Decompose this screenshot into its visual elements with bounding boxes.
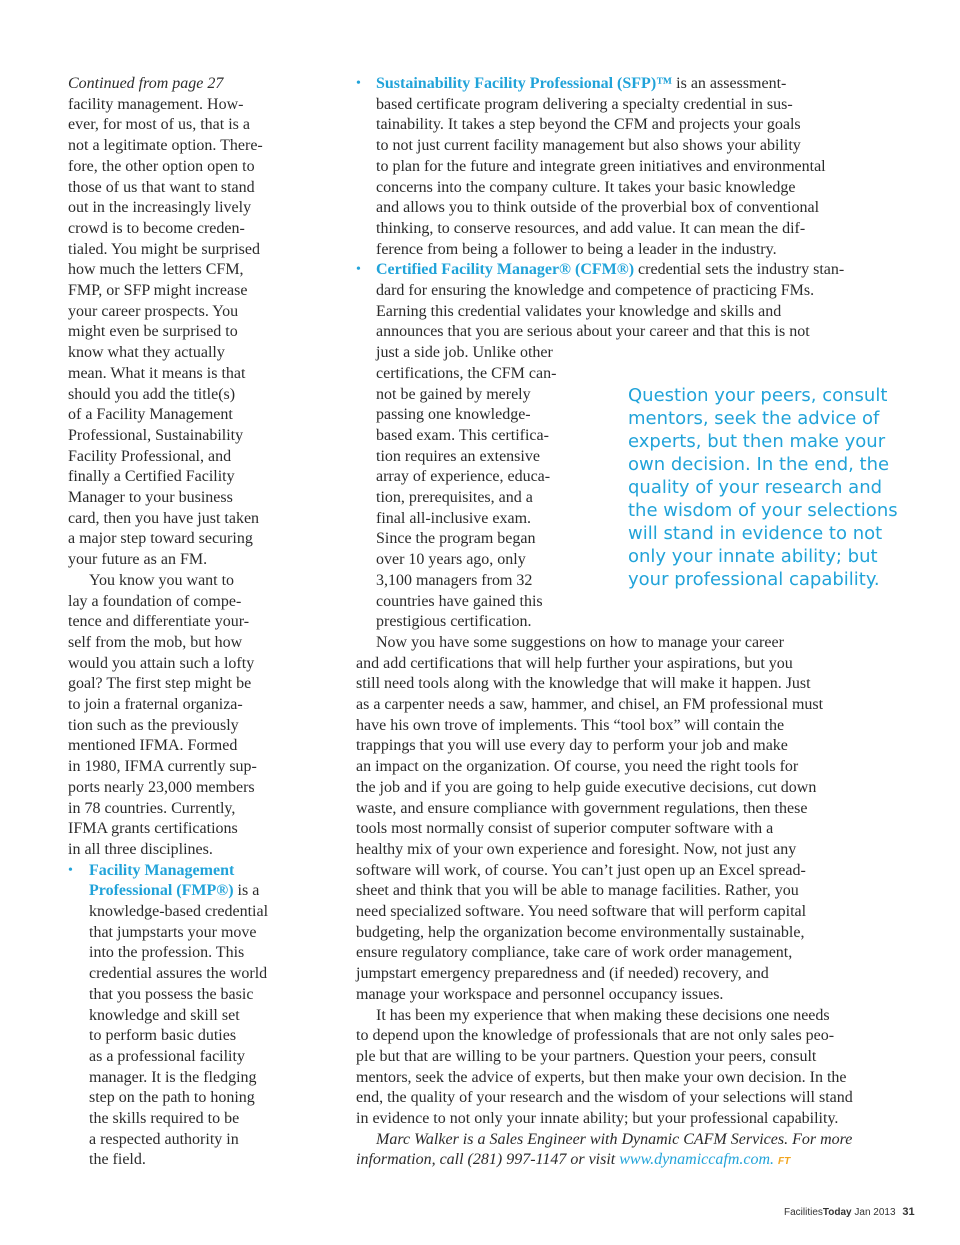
tools-paragraph-line: have his own trove of implements. This “tool box” will contain the [356, 716, 785, 734]
bullet-icon: • [356, 262, 361, 278]
cfm-text: credential sets the industry stan- [634, 261, 845, 279]
experience-paragraph-line: mentors, seek the advice of experts, but then make your own decision. In the [356, 1068, 847, 1086]
fmp-bullet-title-line: Facility Management [89, 861, 235, 879]
fmp-bullet-line: manager. It is the fledging [89, 1068, 257, 1086]
body-line: finally a Certified Facility [68, 468, 235, 486]
cfm-title: Certified Facility Manager® (CFM®) [376, 261, 635, 279]
fmp-bullet-line: step on the path to honing [89, 1089, 255, 1107]
body-line: IFMA grants certifications [68, 820, 238, 838]
pull-quote-line: mentors, seek the advice of [628, 408, 880, 429]
fmp-bullet-line: a respected authority in [89, 1130, 239, 1148]
pull-quote [628, 384, 928, 591]
footer-issue: Jan 2013 [854, 1207, 896, 1218]
sfp-bullet-line: tainability. It takes a step beyond the CFM and projects your goals [376, 116, 801, 134]
cfm-bullet-line: passing one knowledge- [376, 406, 531, 424]
cfm-bullet-line: tion requires an extensive [376, 447, 540, 465]
cfm-bullet-line: tion, prerequisites, and a [376, 489, 533, 506]
tools-paragraph-line: software will work, of course. You can’t just open up an Excel spread- [356, 861, 806, 879]
body-line: FMP, or SFP might increase [68, 282, 248, 299]
experience-paragraph-line: in evidence to not only your innate ability; but your professional capability. [356, 1110, 839, 1127]
sfp-title: Sustainability Facility Professional (SFP)™ [376, 75, 673, 92]
pull-quote-line: the wisdom of your selections [628, 500, 898, 521]
tools-paragraph-line: healthy mix of your own experience and foresight. Now, not just any [356, 840, 797, 858]
body-line: tion such as the previously [68, 716, 239, 734]
body-line: in all three disciplines. [68, 840, 213, 858]
body-line: in 1980, IFMA currently sup- [68, 758, 257, 776]
fmp-bullet-line: knowledge-based credential [89, 903, 269, 920]
tools-paragraph-line: need specialized software. You need software that will perform capital [356, 903, 807, 920]
fmp-bullet-line: to perform basic duties [89, 1027, 237, 1045]
experience-paragraph-line: to depend upon the knowledge of professionals that are not only sales peo- [356, 1027, 835, 1045]
tools-paragraph-line: tools most normally consist of superior computer software with a [356, 820, 774, 838]
fmp-title: Professional (FMP®) [89, 882, 234, 900]
body-line: tence and differentiate your- [68, 613, 250, 631]
cfm-bullet-line: prestigious certification. [376, 613, 532, 631]
bullet-icon: • [68, 862, 73, 878]
cfm-bullet-line: array of experience, educa- [376, 468, 551, 486]
tools-paragraph-line: sheet and think that you will be able to manage facilities. Rather, you [356, 882, 799, 900]
fmp-bullet-line: the skills required to be [89, 1110, 240, 1127]
author-bio-line: Marc Walker is a Sales Engineer with Dynamic CAFM Services. For more [376, 1130, 853, 1148]
body-line: in 78 countries. Currently, [68, 799, 236, 817]
tools-paragraph-line: as a carpenter needs a saw, hammer, and chisel, an FM professional must [356, 696, 824, 713]
tools-paragraph-line: manage your workspace and personnel occupancy issues. [356, 985, 724, 1003]
cfm-bullet-line: countries have gained this [376, 592, 543, 610]
author-bio-text: information, call (281) 997-1147 or visit [356, 1151, 620, 1169]
body-line: a major step toward securing [68, 530, 253, 548]
fmp-bullet-line: into the profession. This [89, 944, 245, 962]
fmp-bullet-line: that you possess the basic [89, 985, 254, 1003]
body-line: to join a fraternal organiza- [68, 696, 243, 713]
body-line: how much the letters CFM, [68, 261, 244, 279]
pull-quote-line: quality of your research and [628, 477, 883, 498]
sfp-text: is an assessment- [672, 75, 787, 92]
cfm-bullet-line: certifications, the CFM can- [376, 364, 557, 382]
sfp-bullet-first-line [376, 74, 786, 95]
body-line: goal? The first step might be [68, 675, 252, 693]
tools-paragraph-line: jumpstart emergency preparedness and (if needed) recovery, and [356, 965, 769, 983]
bullet-icon: • [356, 76, 361, 91]
fmp-text: is a [233, 882, 260, 900]
body-line: should you add the title(s) [68, 385, 236, 403]
pull-quote-line: experts, but then make your [628, 431, 886, 452]
cfm-bullet-line: based exam. This certifica- [376, 426, 549, 444]
continued-note: Continued from page 27 [68, 75, 224, 92]
cfm-bullet-line: final all-inclusive exam. [376, 509, 532, 527]
body-line: mean. What it means is that [68, 364, 246, 382]
tools-paragraph-line: trappings that you will use every day to perform your job and make [356, 737, 788, 755]
pull-quote-line: Question your peers, consult [628, 385, 888, 406]
experience-paragraph-line: It has been my experience that when making these decisions one needs [376, 1006, 830, 1024]
sfp-bullet-line: to not just current facility management but also shows your ability [376, 137, 801, 155]
tools-paragraph-line: ensure regulatory compliance, take care of work order management, [356, 944, 793, 962]
body-line: ever, for most of us, that is a [68, 116, 250, 134]
body-line: lay a foundation of compe- [68, 592, 242, 610]
sfp-bullet-line: to plan for the future and integrate green initiatives and environmental [376, 157, 826, 175]
author-bio-line [356, 1150, 790, 1173]
sfp-bullet-line: concerns into the company culture. It takes your basic knowledge [376, 178, 796, 196]
cfm-bullet-first-line [376, 260, 844, 281]
pull-quote-line: own decision. In the end, the [628, 454, 890, 475]
tools-paragraph-line: the job and if you are going to help guide executive decisions, cut down [356, 778, 817, 796]
cfm-bullet-line: Earning this credential validates your knowledge and skills and [376, 302, 782, 320]
tools-paragraph-line: waste, and ensure compliance with government regulations, then these [356, 799, 808, 817]
body-line: out in the increasingly lively [68, 199, 252, 217]
body-line: might even be surprised to [68, 323, 238, 341]
footer-brand-bold: Today [822, 1207, 852, 1218]
body-line: facility management. How- [68, 95, 244, 113]
cfm-bullet-line: announces that you are serious about your career and that this is not [376, 323, 810, 341]
fmp-bullet-line: that jumpstarts your move [89, 923, 257, 941]
body-line: not a legitimate option. There- [68, 137, 263, 155]
sfp-bullet-line: ference from being a follower to being a leader in the industry. [376, 240, 777, 258]
author-website-link[interactable]: www.dynamiccafm.com. [619, 1151, 775, 1169]
fmp-bullet-line: credential assures the world [89, 965, 268, 983]
body-line: those of us that want to stand [68, 178, 255, 196]
tools-paragraph-line: still need tools along with the knowledge that will make it happen. Just [356, 675, 811, 693]
body-line: card, then you have just taken [68, 509, 260, 527]
fmp-bullet-title-line [89, 881, 259, 902]
fmp-bullet-line: knowledge and skill set [89, 1006, 240, 1024]
tools-paragraph-line: Now you have some suggestions on how to manage your career [376, 633, 784, 651]
fmp-bullet-line: the field. [89, 1151, 146, 1169]
pull-quote-line: will stand in evidence to not [628, 523, 883, 544]
experience-paragraph-line: end, the quality of your research and the wisdom of your selections will stand [356, 1089, 853, 1107]
cfm-bullet-line: Since the program began [376, 530, 536, 548]
cfm-bullet-line: just a side job. Unlike other [376, 344, 553, 362]
sfp-bullet-line: thinking, to conserve resources, and add value. It can mean the dif- [376, 219, 806, 237]
body-line: tialed. You might be surprised [68, 240, 260, 258]
body-line: would you attain such a lofty [68, 654, 255, 672]
cfm-bullet-line: over 10 years ago, only [376, 551, 526, 569]
cfm-bullet-line: 3,100 managers from 32 [376, 571, 533, 589]
tools-paragraph-line: budgeting, help the organization become environmentally sustainable, [356, 923, 805, 941]
body-line: You know you want to [89, 571, 235, 589]
experience-paragraph-line: ple but that are willing to be your partners. Question your peers, consult [356, 1047, 817, 1065]
body-line: fore, the other option open to [68, 157, 255, 175]
page-footer [784, 1206, 915, 1218]
footer-brand-light: Facilities [784, 1207, 823, 1218]
body-line: Professional, Sustainability [68, 426, 244, 444]
body-line: Manager to your business [68, 489, 233, 506]
page-number: 31 [902, 1206, 915, 1218]
body-line: ports nearly 23,000 members [68, 778, 255, 796]
body-line: mentioned IFMA. Formed [68, 737, 238, 755]
body-line: crowd is to become creden- [68, 219, 245, 237]
sfp-bullet-line: based certificate program delivering a specialty credential in sus- [376, 95, 793, 113]
body-line: know what they actually [68, 344, 225, 362]
body-line: your career prospects. You [68, 302, 239, 320]
pull-quote-line: your professional capability. [628, 569, 880, 590]
body-line: of a Facility Management [68, 406, 233, 424]
tools-paragraph-line: an impact on the organization. Of course, you need the right tools for [356, 758, 799, 776]
end-mark-icon: FT [778, 1156, 791, 1168]
sfp-bullet-line: and allows you to think outside of the proverbial box of conventional [376, 199, 820, 217]
body-line: Facility Professional, and [68, 447, 232, 465]
cfm-bullet-line: not be gained by merely [376, 385, 531, 403]
body-line: your future as an FM. [68, 551, 208, 569]
cfm-bullet-line: dard for ensuring the knowledge and competence of practicing FMs. [376, 282, 815, 299]
tools-paragraph-line: and add certifications that will help further your aspirations, but you [356, 654, 793, 672]
pull-quote-line: only your innate ability; but [628, 546, 878, 567]
body-line: self from the mob, but how [68, 633, 243, 651]
fmp-bullet-line: as a professional facility [89, 1047, 245, 1065]
